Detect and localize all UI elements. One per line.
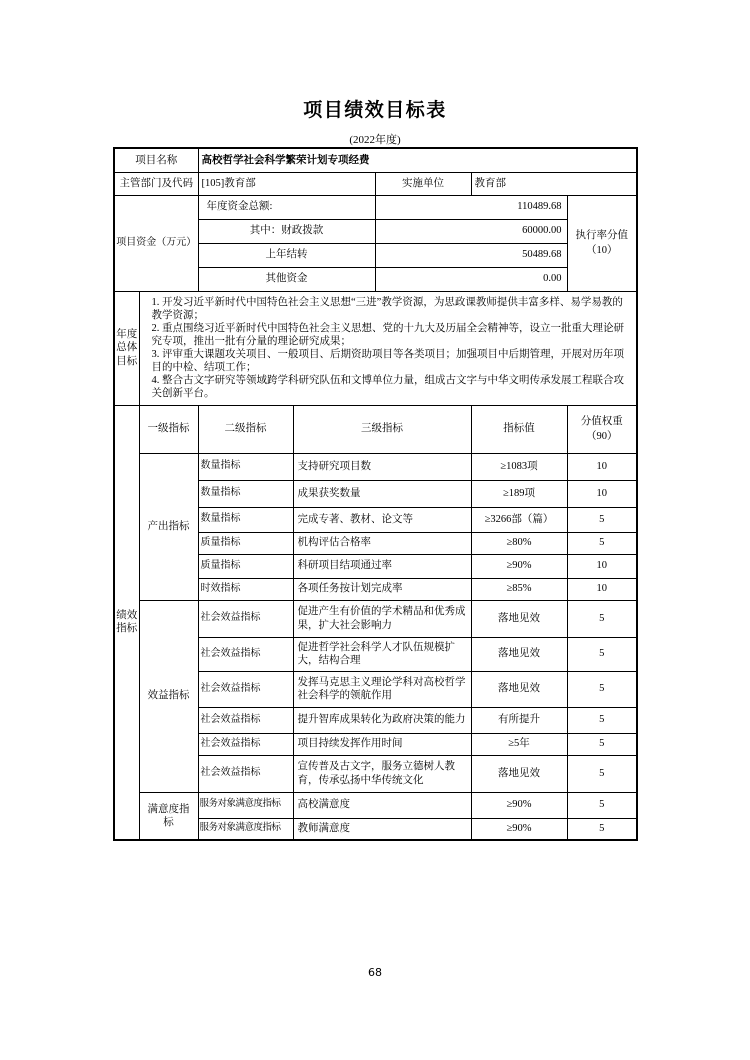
indicator-value-cell: ≥3266部（篇） [471,507,567,532]
weight-cell: 5 [567,600,637,637]
level2-cell: 数量指标 [198,507,293,532]
weight-cell: 5 [567,637,637,671]
level3-cell: 各项任务按计划完成率 [293,578,471,600]
header-value: 指标值 [471,405,567,453]
level2-cell: 数量指标 [198,453,293,480]
indicator-value-cell: ≥85% [471,578,567,600]
performance-target-table [113,147,638,841]
level2-cell: 质量指标 [198,532,293,554]
level2-cell: 社会效益指标 [198,733,293,755]
weight-cell: 5 [567,792,637,818]
weight-cell: 5 [567,707,637,733]
header-level2: 二级指标 [198,405,293,453]
weight-cell: 10 [567,578,637,600]
department-label: 主管部门及代码 [114,172,198,195]
header-weight [567,405,637,453]
execution-rate-score-value: （10） [586,245,618,256]
level3-cell: 发挥马克思主义理论学科对高校哲学社会科学的领航作用 [293,671,471,707]
weight-cell: 10 [567,453,637,480]
header-weight-line1: 分值权重 [580,415,623,427]
goal-item-3: 3. 评审重大课题攻关项目、一般项目、后期资助项目等各类项目；加强项目中后期管理，开展对历年项目的中检、结项工作； [151,349,624,374]
project-name-row [114,148,637,172]
weight-cell: 5 [567,507,637,532]
indicator-value-cell: 落地见效 [471,671,567,707]
level3-cell: 教师满意度 [293,818,471,840]
execution-rate-score-cell [567,195,637,291]
funding-total-value: 110489.68 [375,195,567,219]
weight-cell: 10 [567,480,637,507]
annual-goal-content [139,291,637,405]
weight-cell: 5 [567,532,637,554]
indicator-value-cell: 落地见效 [471,637,567,671]
indicator-value-cell: ≥1083项 [471,453,567,480]
indicator-value-cell: ≥5年 [471,733,567,755]
page-number: 68 [368,966,382,979]
level2-cell: 服务对象满意度指标 [198,792,293,818]
indicator-value-cell: ≥90% [471,554,567,578]
funding-fiscal-label: 其中：财政拨款 [198,219,375,243]
indicator-value-cell: 有所提升 [471,707,567,733]
goal-item-4: 4. 整合古文字研究等领域跨学科研究队伍和文博单位力量，组成古文字与中华文明传承发展工程联合攻关创新平台。 [151,375,624,400]
level3-cell: 完成专著、教材、论文等 [293,507,471,532]
level2-cell: 社会效益指标 [198,671,293,707]
level3-cell: 高校满意度 [293,792,471,818]
execution-rate-score-label: 执行率分值 [575,229,629,241]
level2-cell: 时效指标 [198,578,293,600]
funding-fiscal-value: 60000.00 [375,219,567,243]
goal-item-2: 2. 重点围绕习近平新时代中国特色社会主义思想、党的十九大及历届全会精神等，设立一批重大理论研究专项，推出一批有分量的理论研究成果； [151,322,624,347]
funding-carryover-label: 上年结转 [198,243,375,267]
funding-total-label: 年度资金总额: [198,195,375,219]
project-name-value: 高校哲学社会科学繁荣计划专项经费 [198,148,637,172]
level2-cell: 社会效益指标 [198,755,293,792]
level3-cell: 宣传普及古文字，服务立德树人教育，传承弘扬中华传统文化 [293,755,471,792]
level2-cell: 质量指标 [198,554,293,578]
impl-unit-label: 实施单位 [375,172,471,195]
page-title: 项目绩效目标表 [303,100,447,121]
department-row [114,172,637,195]
funding-other-value: 0.00 [375,267,567,291]
level3-cell: 项目持续发挥作用时间 [293,733,471,755]
funding-other-label: 其他资金 [198,267,375,291]
goal-item-1: 1. 开发习近平新时代中国特色社会主义思想“三进”教学资源，为思政课教师提供丰富多样、易学易教的教学资源； [151,296,623,321]
funding-row-total [114,195,637,219]
level3-cell: 科研项目结项通过率 [293,554,471,578]
level2-cell: 社会效益指标 [198,600,293,637]
impl-unit-value: 教育部 [471,172,637,195]
header-weight-line2: （90） [586,431,618,442]
header-level1: 一级指标 [139,405,198,453]
indicator-value-cell: ≥90% [471,818,567,840]
indicator-row [114,600,637,637]
indicator-header-row [114,405,637,453]
level2-cell: 社会效益指标 [198,637,293,671]
level2-cell: 数量指标 [198,480,293,507]
funding-label: 项目资金（万元） [114,195,198,291]
indicator-value-cell: ≥189项 [471,480,567,507]
header-level3: 三级指标 [293,405,471,453]
page-subtitle: (2022年度) [349,134,401,146]
level2-cell: 社会效益指标 [198,707,293,733]
weight-cell: 5 [567,671,637,707]
project-name-label: 项目名称 [114,148,198,172]
level3-cell: 提升智库成果转化为政府决策的能力 [293,707,471,733]
indicator-row [114,453,637,480]
level1-cell-output: 产出指标 [139,453,198,600]
level3-cell: 机构评估合格率 [293,532,471,554]
weight-cell: 5 [567,818,637,840]
level3-cell: 支持研究项目数 [293,453,471,480]
indicator-value-cell: 落地见效 [471,600,567,637]
performance-side-label: 绩效指标 [114,405,139,840]
level1-cell-benefit: 效益指标 [139,600,198,792]
weight-cell: 5 [567,755,637,792]
weight-cell: 5 [567,733,637,755]
indicator-value-cell: 落地见效 [471,755,567,792]
department-value: [105]教育部 [198,172,375,195]
indicator-value-cell: ≥90% [471,792,567,818]
indicator-row [114,792,637,818]
level3-cell: 促进产生有价值的学术精品和优秀成果，扩大社会影响力 [293,600,471,637]
level3-cell: 促进哲学社会科学人才队伍规模扩大，结构合理 [293,637,471,671]
indicator-value-cell: ≥80% [471,532,567,554]
level3-cell: 成果获奖数量 [293,480,471,507]
annual-goal-row [114,291,637,405]
funding-carryover-value: 50489.68 [375,243,567,267]
level1-cell-satisfaction: 满意度指标 [139,792,198,840]
level2-cell: 服务对象满意度指标 [198,818,293,840]
weight-cell: 10 [567,554,637,578]
annual-goal-label: 年度总体目标 [114,291,139,405]
